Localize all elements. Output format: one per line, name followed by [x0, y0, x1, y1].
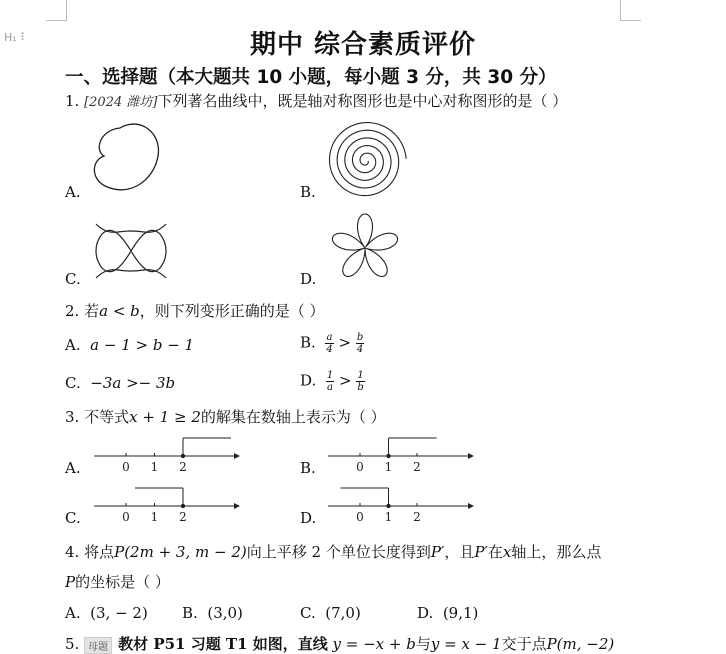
question-text: 的解集在数轴上表示为（ ）	[200, 408, 386, 426]
option-d-rose-figure	[325, 210, 405, 285]
number-line-a	[92, 434, 242, 474]
option-text: (9,1)	[442, 604, 479, 622]
option-label: B.	[182, 604, 198, 622]
question-text: 交于点	[501, 635, 547, 653]
question-math: y = −x + b	[332, 635, 416, 653]
question-text: 在	[487, 543, 503, 561]
question-2-stem	[65, 300, 325, 321]
question-5-stem-partial	[65, 633, 614, 654]
fraction: $\frac{b}{4}$	[356, 332, 364, 355]
question-text: 若	[84, 302, 100, 320]
page-corner-mark-left	[46, 0, 67, 21]
option-label: B.	[300, 333, 316, 352]
axis-arrow	[468, 503, 474, 509]
option-label: A.	[65, 604, 81, 622]
question-number: 3.	[65, 408, 80, 426]
q3-option-b-label[interactable]: B.	[300, 459, 316, 477]
option-b-spiral-figure	[325, 120, 407, 202]
tick-label: 2	[413, 460, 421, 474]
tick-label: 0	[122, 510, 130, 524]
heading-drag-handle[interactable]: H₁ ⠇	[4, 31, 29, 44]
question-4-stem-line-1	[65, 541, 601, 562]
option-math: −3a >− 3b	[90, 374, 176, 392]
q3-option-d-label[interactable]: D.	[300, 509, 317, 527]
option-text: (3,0)	[207, 604, 243, 622]
question-source: [2024 潍坊]	[84, 95, 158, 110]
question-math: x	[502, 543, 512, 561]
question-text: 教材 P51 习题 T1 如图，直线	[118, 635, 328, 653]
axis-arrow	[234, 453, 240, 459]
page-corner-mark-right	[620, 0, 641, 21]
number-line-b	[326, 434, 476, 474]
number-line-c	[92, 484, 242, 524]
question-text: 下列著名曲线中，既是轴对称图形也是中心对称图形的是（ ）	[157, 92, 568, 110]
relation: >	[338, 371, 352, 390]
question-math: P	[65, 573, 76, 591]
option-d-label[interactable]: D.	[300, 270, 317, 288]
page-title: 期中 综合素质评价	[249, 30, 477, 60]
option-c-lemniscate-figure	[92, 220, 170, 282]
question-4-stem-line-2	[65, 571, 170, 592]
option-a-label[interactable]: A.	[65, 183, 81, 201]
question-math: y = x − 1	[430, 635, 502, 653]
option-label: C.	[300, 604, 316, 622]
relation: >	[338, 333, 352, 352]
question-3-stem	[65, 406, 386, 427]
q2-option-a[interactable]	[65, 336, 194, 354]
tick-label: 0	[356, 460, 364, 474]
section-heading: 一、选择题（本大题共 10 小题，每小题 3 分，共 30 分）	[65, 67, 557, 88]
tick-label: 1	[150, 460, 159, 474]
question-text: 的坐标是（ ）	[75, 573, 170, 591]
question-number: 1.	[65, 92, 80, 110]
option-label: A.	[65, 336, 81, 354]
question-number: 5.	[65, 635, 80, 653]
question-math: x + 1 ≥ 2	[129, 408, 201, 426]
tick-label: 0	[356, 510, 364, 524]
q4-option-d[interactable]	[417, 604, 478, 622]
question-text: 与	[415, 635, 431, 653]
tick-label: 0	[122, 460, 130, 474]
question-text: ，则下列变形正确的是（ ）	[139, 302, 325, 320]
question-text: 向上平移 2 个单位长度得到	[246, 543, 431, 561]
option-c-label[interactable]: C.	[65, 270, 81, 288]
fraction: $\frac{1}{a}$	[326, 370, 334, 393]
option-text: (3, − 2)	[90, 604, 148, 622]
tick-label: 2	[413, 510, 421, 524]
q3-option-c-label[interactable]: C.	[65, 509, 81, 527]
q4-option-a[interactable]	[65, 604, 148, 622]
question-text: ，且	[444, 543, 475, 561]
question-text: 不等式	[84, 408, 130, 426]
question-math: P(m, −2)	[546, 635, 615, 653]
question-number: 2.	[65, 302, 80, 320]
question-text: 将点	[84, 543, 115, 561]
option-math: a − 1 > b − 1	[90, 336, 195, 354]
option-a-cardioid-figure	[90, 118, 165, 198]
question-math: a < b	[99, 302, 140, 320]
fraction: $\frac{a}{4}$	[326, 332, 333, 355]
option-label: D.	[300, 371, 317, 390]
question-math: P′	[474, 543, 488, 561]
axis-arrow	[234, 503, 240, 509]
tick-label: 1	[150, 510, 159, 524]
tick-label: 2	[179, 510, 187, 524]
q2-option-d[interactable]	[300, 370, 365, 393]
fraction: $\frac{1}{b}$	[357, 370, 364, 393]
tick-label: 1	[384, 510, 393, 524]
option-label: D.	[417, 604, 434, 622]
question-text: 轴上，那么点	[511, 543, 602, 561]
option-label: C.	[65, 374, 81, 392]
tick-label: 2	[179, 460, 187, 474]
q2-option-c[interactable]	[65, 374, 175, 392]
question-1-stem	[65, 90, 567, 111]
axis-arrow	[468, 453, 474, 459]
option-text: (7,0)	[325, 604, 361, 622]
q2-option-b[interactable]	[300, 332, 364, 355]
number-line-d	[326, 484, 476, 524]
tick-label: 1	[384, 460, 393, 474]
q4-option-b[interactable]	[182, 604, 243, 622]
source-badge: 母题	[84, 637, 112, 654]
q4-option-c[interactable]	[300, 604, 361, 622]
question-number: 4.	[65, 543, 80, 561]
q3-option-a-label[interactable]: A.	[65, 459, 81, 477]
question-math: P(2m + 3, m − 2)	[114, 543, 247, 561]
option-b-label[interactable]: B.	[300, 183, 316, 201]
question-math: P′	[430, 543, 445, 561]
